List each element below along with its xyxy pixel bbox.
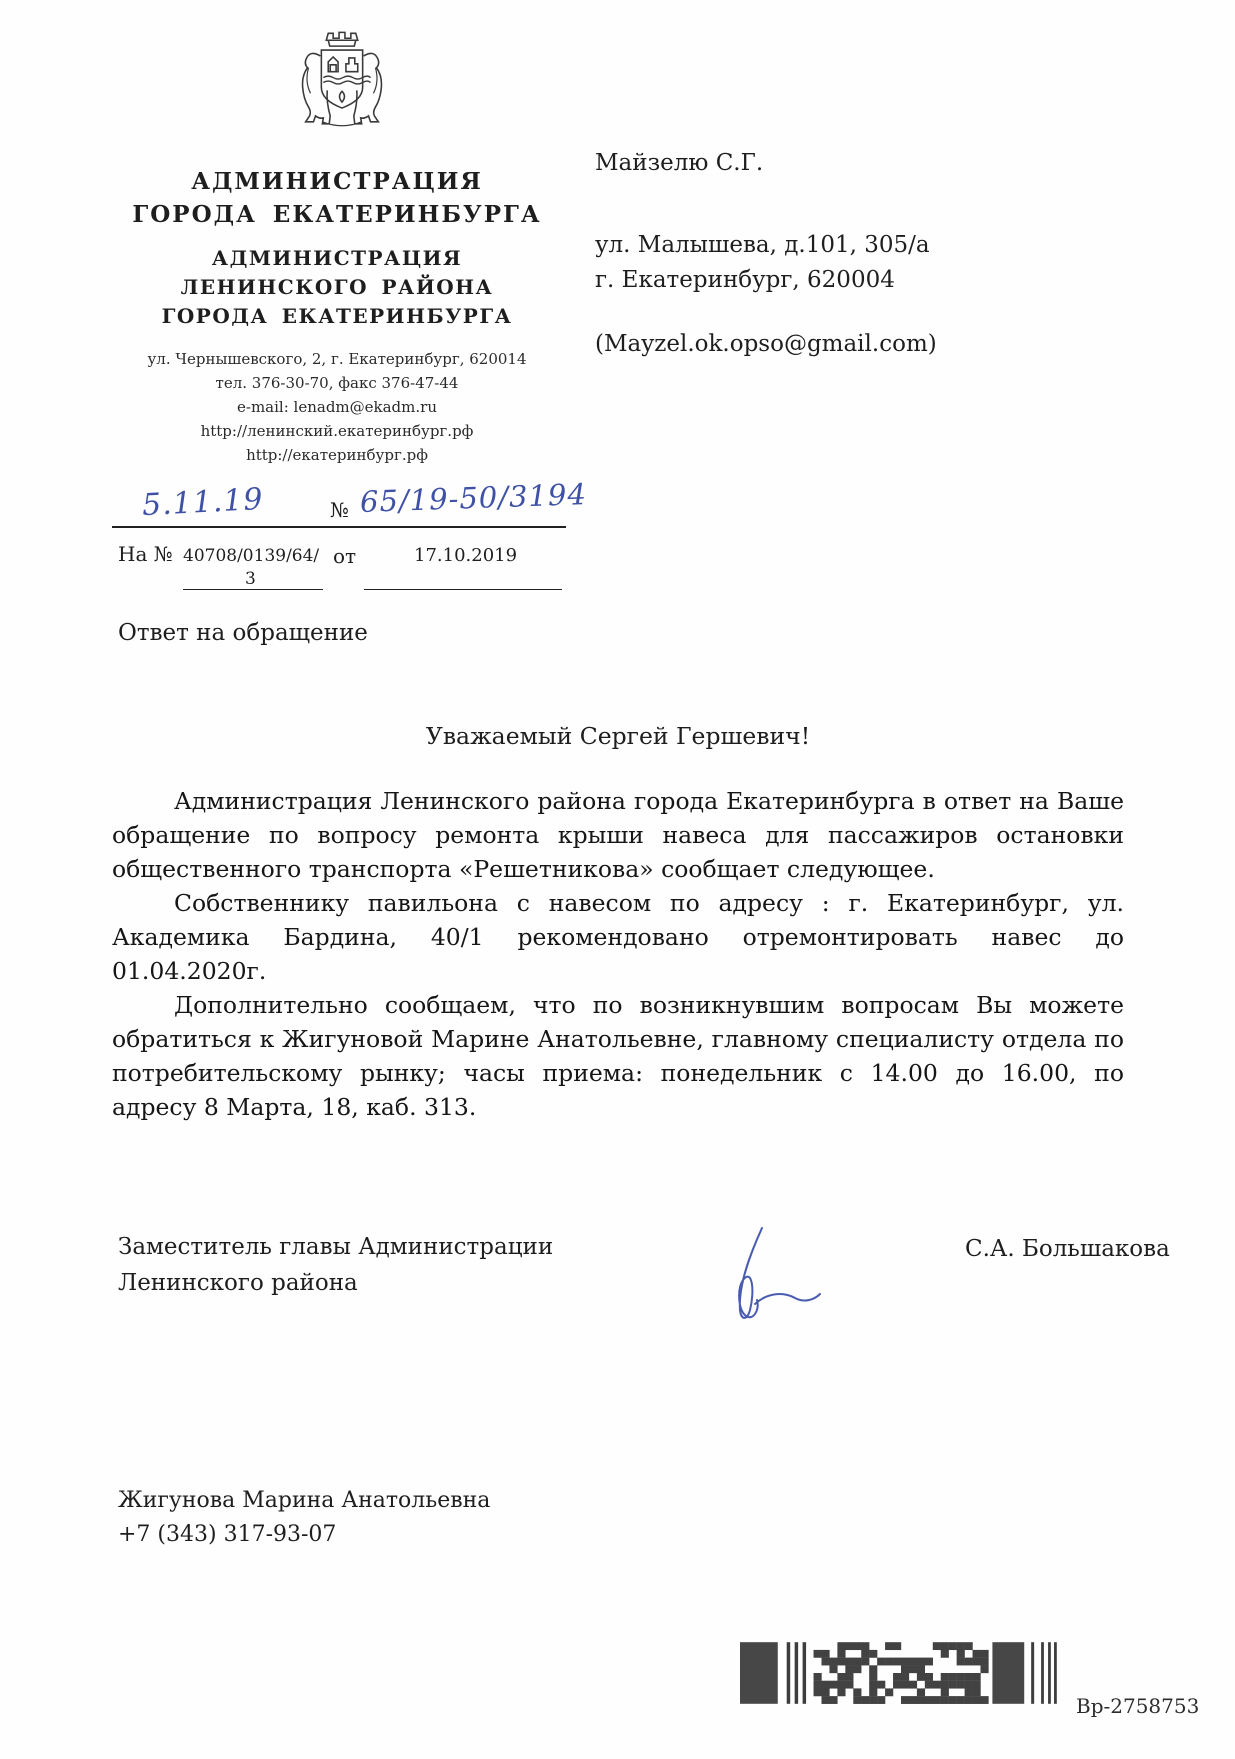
- letterhead-address: ул. Чернышевского, 2, г. Екатеринбург, 620014: [147, 350, 527, 368]
- recipient-name: Майзелю С.Г.: [595, 150, 764, 176]
- letterhead-email: e-mail: lenadm@ekadm.ru: [237, 398, 437, 416]
- dept-name-line3: ГОРОДА ЕКАТЕРИНБУРГА: [161, 304, 513, 328]
- salutation: Уважаемый Сергей Гершевич!: [425, 722, 811, 750]
- incoming-date-underline: [364, 589, 562, 590]
- contact-person-phone: +7 (343) 317-93-07: [118, 1522, 337, 1547]
- recipient-address-line2: г. Екатеринбург, 620004: [595, 267, 895, 293]
- recipient-email: (Mayzel.ok.opso@gmail.com): [595, 331, 937, 357]
- letterhead-site1: http://ленинский.екатеринбург.рф: [200, 422, 474, 440]
- dept-name-line2: ЛЕНИНСКОГО РАЙОНА: [180, 275, 494, 299]
- signer-title-line1: Заместитель главы Администрации: [118, 1234, 554, 1260]
- subject-line: Ответ на обращение: [118, 620, 368, 646]
- outgoing-number-handwritten: 65/19-50/3194: [359, 477, 588, 519]
- signer-title-line2: Ленинского района: [118, 1270, 358, 1296]
- outgoing-number-underline: [326, 526, 566, 528]
- body-paragraph-2: Собственнику павильона с навесом по адресу : г. Екатеринбург, ул. Академика Бардина, 40/1 рекомендовано отремонтировать навес до 01.04.2020г.: [112, 889, 1124, 985]
- yekaterinburg-emblem-icon: [283, 26, 401, 140]
- incoming-date: 17.10.2019: [414, 545, 518, 566]
- letterhead: [108, 168, 566, 464]
- contact-person-name: Жигунова Марина Анатольевна: [118, 1488, 491, 1513]
- barcode-label: Вр-2758753: [1076, 1694, 1200, 1718]
- letterhead-site2: http://екатеринбург.рф: [246, 446, 428, 464]
- body-paragraph-1: Администрация Ленинского района города Екатеринбурга в ответ на Ваше обращение по вопросу ремонта крыши навеса для пассажиров остановки общественного транспорта «Решетникова» сообщает следующее.: [112, 787, 1124, 883]
- from-label: от: [333, 544, 357, 568]
- signature-scribble-icon: [700, 1222, 830, 1342]
- dept-name-line1: АДМИНИСТРАЦИЯ: [211, 246, 463, 270]
- document-barcode: [740, 1640, 1058, 1706]
- incoming-number-underline: [183, 589, 323, 590]
- recipient-address-line1: ул. Малышева, д.101, 305/а: [595, 232, 930, 258]
- outgoing-date-handwritten: 5.11.19: [141, 481, 265, 524]
- signer-name: С.А. Большакова: [965, 1236, 1170, 1262]
- letter-body: [112, 784, 1124, 1124]
- coat-of-arms: [283, 26, 401, 140]
- recipient-block: [595, 150, 1075, 357]
- outgoing-number-label: №: [330, 498, 349, 522]
- incoming-number: 40708/0139/64/: [183, 546, 320, 566]
- incoming-number-wrap: 3: [245, 569, 256, 589]
- handwritten-signature: [700, 1222, 830, 1342]
- org-name-line2: ГОРОДА ЕКАТЕРИНБУРГА: [132, 201, 542, 228]
- outgoing-date-underline: [112, 526, 326, 528]
- letterhead-phone-fax: тел. 376-30-70, факс 376-47-44: [215, 374, 459, 392]
- barcode-image: [740, 1640, 1058, 1706]
- body-paragraph-3: Дополнительно сообщаем, что по возникнувшим вопросам Вы можете обратиться к Жигуновой Марине Анатольевне, главному специалисту отдела по потребительскому рынку; часы приема: понедельник с 14.00 до 16.00, по адресу 8 Марта, 18, каб. 313.: [112, 991, 1124, 1121]
- org-name-line1: АДМИНИСТРАЦИЯ: [191, 168, 483, 195]
- incoming-label: На №: [118, 542, 173, 566]
